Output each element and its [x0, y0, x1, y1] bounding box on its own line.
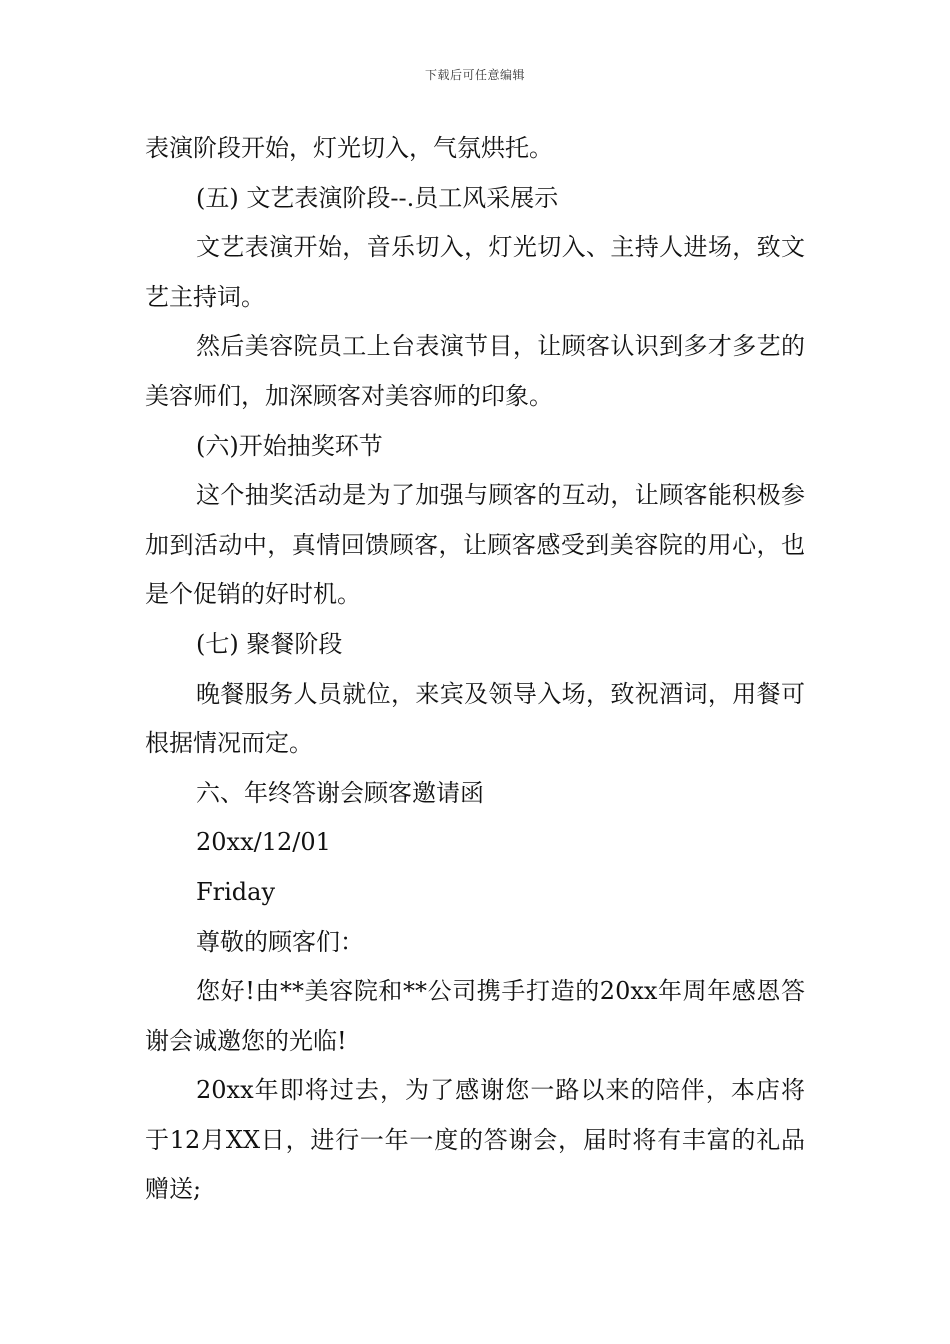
invitation-date: 20xx/12/01 [196, 828, 331, 857]
page-header-note: 下载后可任意编辑 [424, 68, 525, 82]
section-heading-7: (七) 聚餐阶段 [196, 629, 343, 658]
invitation-paragraph-1: 您好!由**美容院和**公司携手打造的20xx年周年感恩答谢会诚邀您的光临! [145, 977, 805, 1055]
invitation-paragraph-2: 20xx年即将过去，为了感谢您一路以来的陪伴，本店将于12月XX日，进行一年一度的答谢会，届时将有丰富的礼品赠送; [145, 1076, 805, 1204]
invitation-salutation: 尊敬的顾客们： [196, 927, 364, 956]
section-heading-5: (五) 文艺表演阶段--.员工风采展示 [196, 183, 559, 212]
paragraph-6: 这个抽奖活动是为了加强与顾客的互动，让顾客能积极参加到活动中，真情回馈顾客，让顾客感受到美容院的用心，也是个促销的好时机。 [145, 481, 805, 609]
paragraph-8: 晚餐服务人员就位，来宾及领导入场，致祝酒词，用餐可根据情况而定。 [145, 679, 805, 758]
paragraph-4: 然后美容院员工上台表演节目，让顾客认识到多才多艺的美容师们，加深顾客对美容师的印象。 [145, 332, 805, 410]
section-heading-invitation: 六、年终答谢会顾客邀请函 [196, 778, 484, 807]
section-heading-6: (六)开始抽奖环节 [196, 431, 383, 460]
paragraph-1: 表演阶段开始，灯光切入，气氛烘托。 [145, 134, 553, 162]
invitation-weekday: Friday [196, 877, 276, 906]
paragraph-3: 文艺表演开始，音乐切入，灯光切入、主持人进场，致文艺主持词。 [145, 233, 805, 311]
document-body [145, 124, 805, 1215]
